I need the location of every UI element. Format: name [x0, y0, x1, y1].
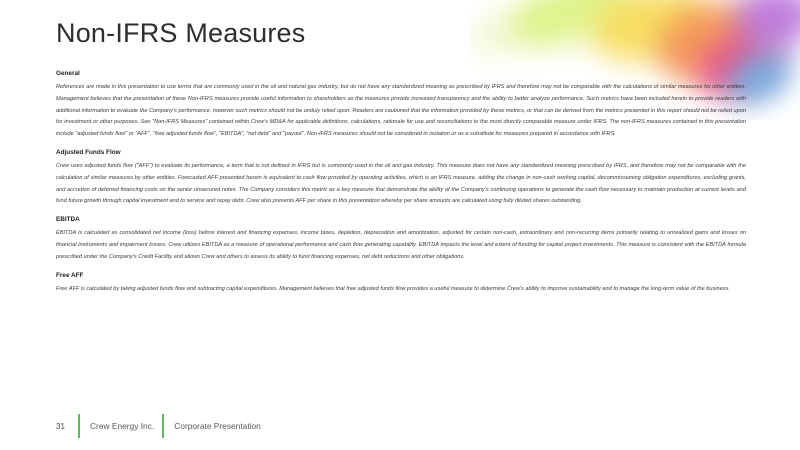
body-content [56, 70, 746, 303]
footer-divider [78, 414, 80, 438]
section-heading-free-aff: Free AFF [56, 271, 84, 279]
page-title: Non-IFRS Measures [56, 18, 306, 48]
section-heading-general: General [56, 70, 80, 77]
footer-divider [162, 414, 164, 438]
section-heading-adjusted-funds-flow: Adjusted Funds Flow [56, 148, 121, 156]
section-text-general: References are made in this presentation to use terms that are commonly used in the oil and natural gas industry, but do not have any standardized meaning as prescribed by IFRS and therefore may not be comparable with the calculations of similar measures for other entities. Management believes that the presentation of these Non-IFRS measures provide useful information to shareholders as the measures provide increased transparency and the ability to better analyze performance. Such metrics have been included herein to provide readers with additional information to evaluate the Company's performance, however such metrics should not be unduly relied upon. Readers are cautioned that the information provided by these metrics, or that can be derived from the metrics presented in this report should not be relied upon for investment or other purposes. See "Non-IFRS Measures" contained within Crew's MD&A for applicable definitions, calculations, rationale for use and reconciliations to the most directly comparable measure under IFRS. The non-IFRS measures contained in this presentation include "adjusted funds flow" or "AFF", "free adjusted funds flow", "EBITDA", "net debt" and "payout". Non-IFRS measures should not be considered in isolation or as a substitute for measures prepared in accordance with IFRS. [56, 84, 746, 138]
section-text-adjusted-funds-flow: Crew uses adjusted funds flow ("AFF") to evaluate its performance, a term that is not defined in IFRS but is commonly used in the oil and gas industry. This measure does not have any standardized meaning prescribed by IFRS, and therefore may not be comparable with the calculation of similar measures by other entities. Forecasted AFF presented herein is equivalent to cash flow provided by operating activities, which is an IFRS measure, adding the change in non-cash working capital, decommissioning obligation expenditures, excluding grants, and accretion of deferred financing costs on the senior unsecured notes. The Company considers this metric as a key measure that demonstrate the ability of the Company's continuing operations to generate the cash flow necessary to maintain production at current levels and fund future growth through capital investment and to service and repay debt. Crew also presents AFF per share in this presentation whereby per share amounts are calculated using fully diluted shares outstanding. [56, 162, 746, 205]
footer-document-title: Corporate Presentation [174, 421, 261, 431]
footer [56, 414, 261, 438]
page-number: 31 [56, 421, 65, 431]
section-text-ebitda: EBITDA is calculated as consolidated net income (loss) before interest and financing expenses, income taxes, depletion, depreciation and amortization, adjusted for certain non-cash, extraordinary and non-recurring items primarily relating to unrealized gains and losses on financial instruments and impairment losses. Crew utilizes EBITDA as a measure of operational performance and cash flow generating capability. EBITDA impacts the level and extent of funding for capital project investments. This measure is consistent with the EBITDA formula prescribed under the Company's Credit Facility and allows Crew and others to assess its ability to fund financing expenses, net debt reductions and other obligations. [56, 230, 746, 260]
footer-company: Crew Energy Inc. [90, 421, 155, 431]
section-text-free-aff: Free AFF is calculated by taking adjusted funds flow and subtracting capital expenditures. Management believes that free adjusted funds flow provides a useful measure to determine Crew's ability to improve sustainability and to manage the long-term value of the business. [56, 285, 730, 292]
section-heading-ebitda: EBITDA [56, 216, 80, 224]
